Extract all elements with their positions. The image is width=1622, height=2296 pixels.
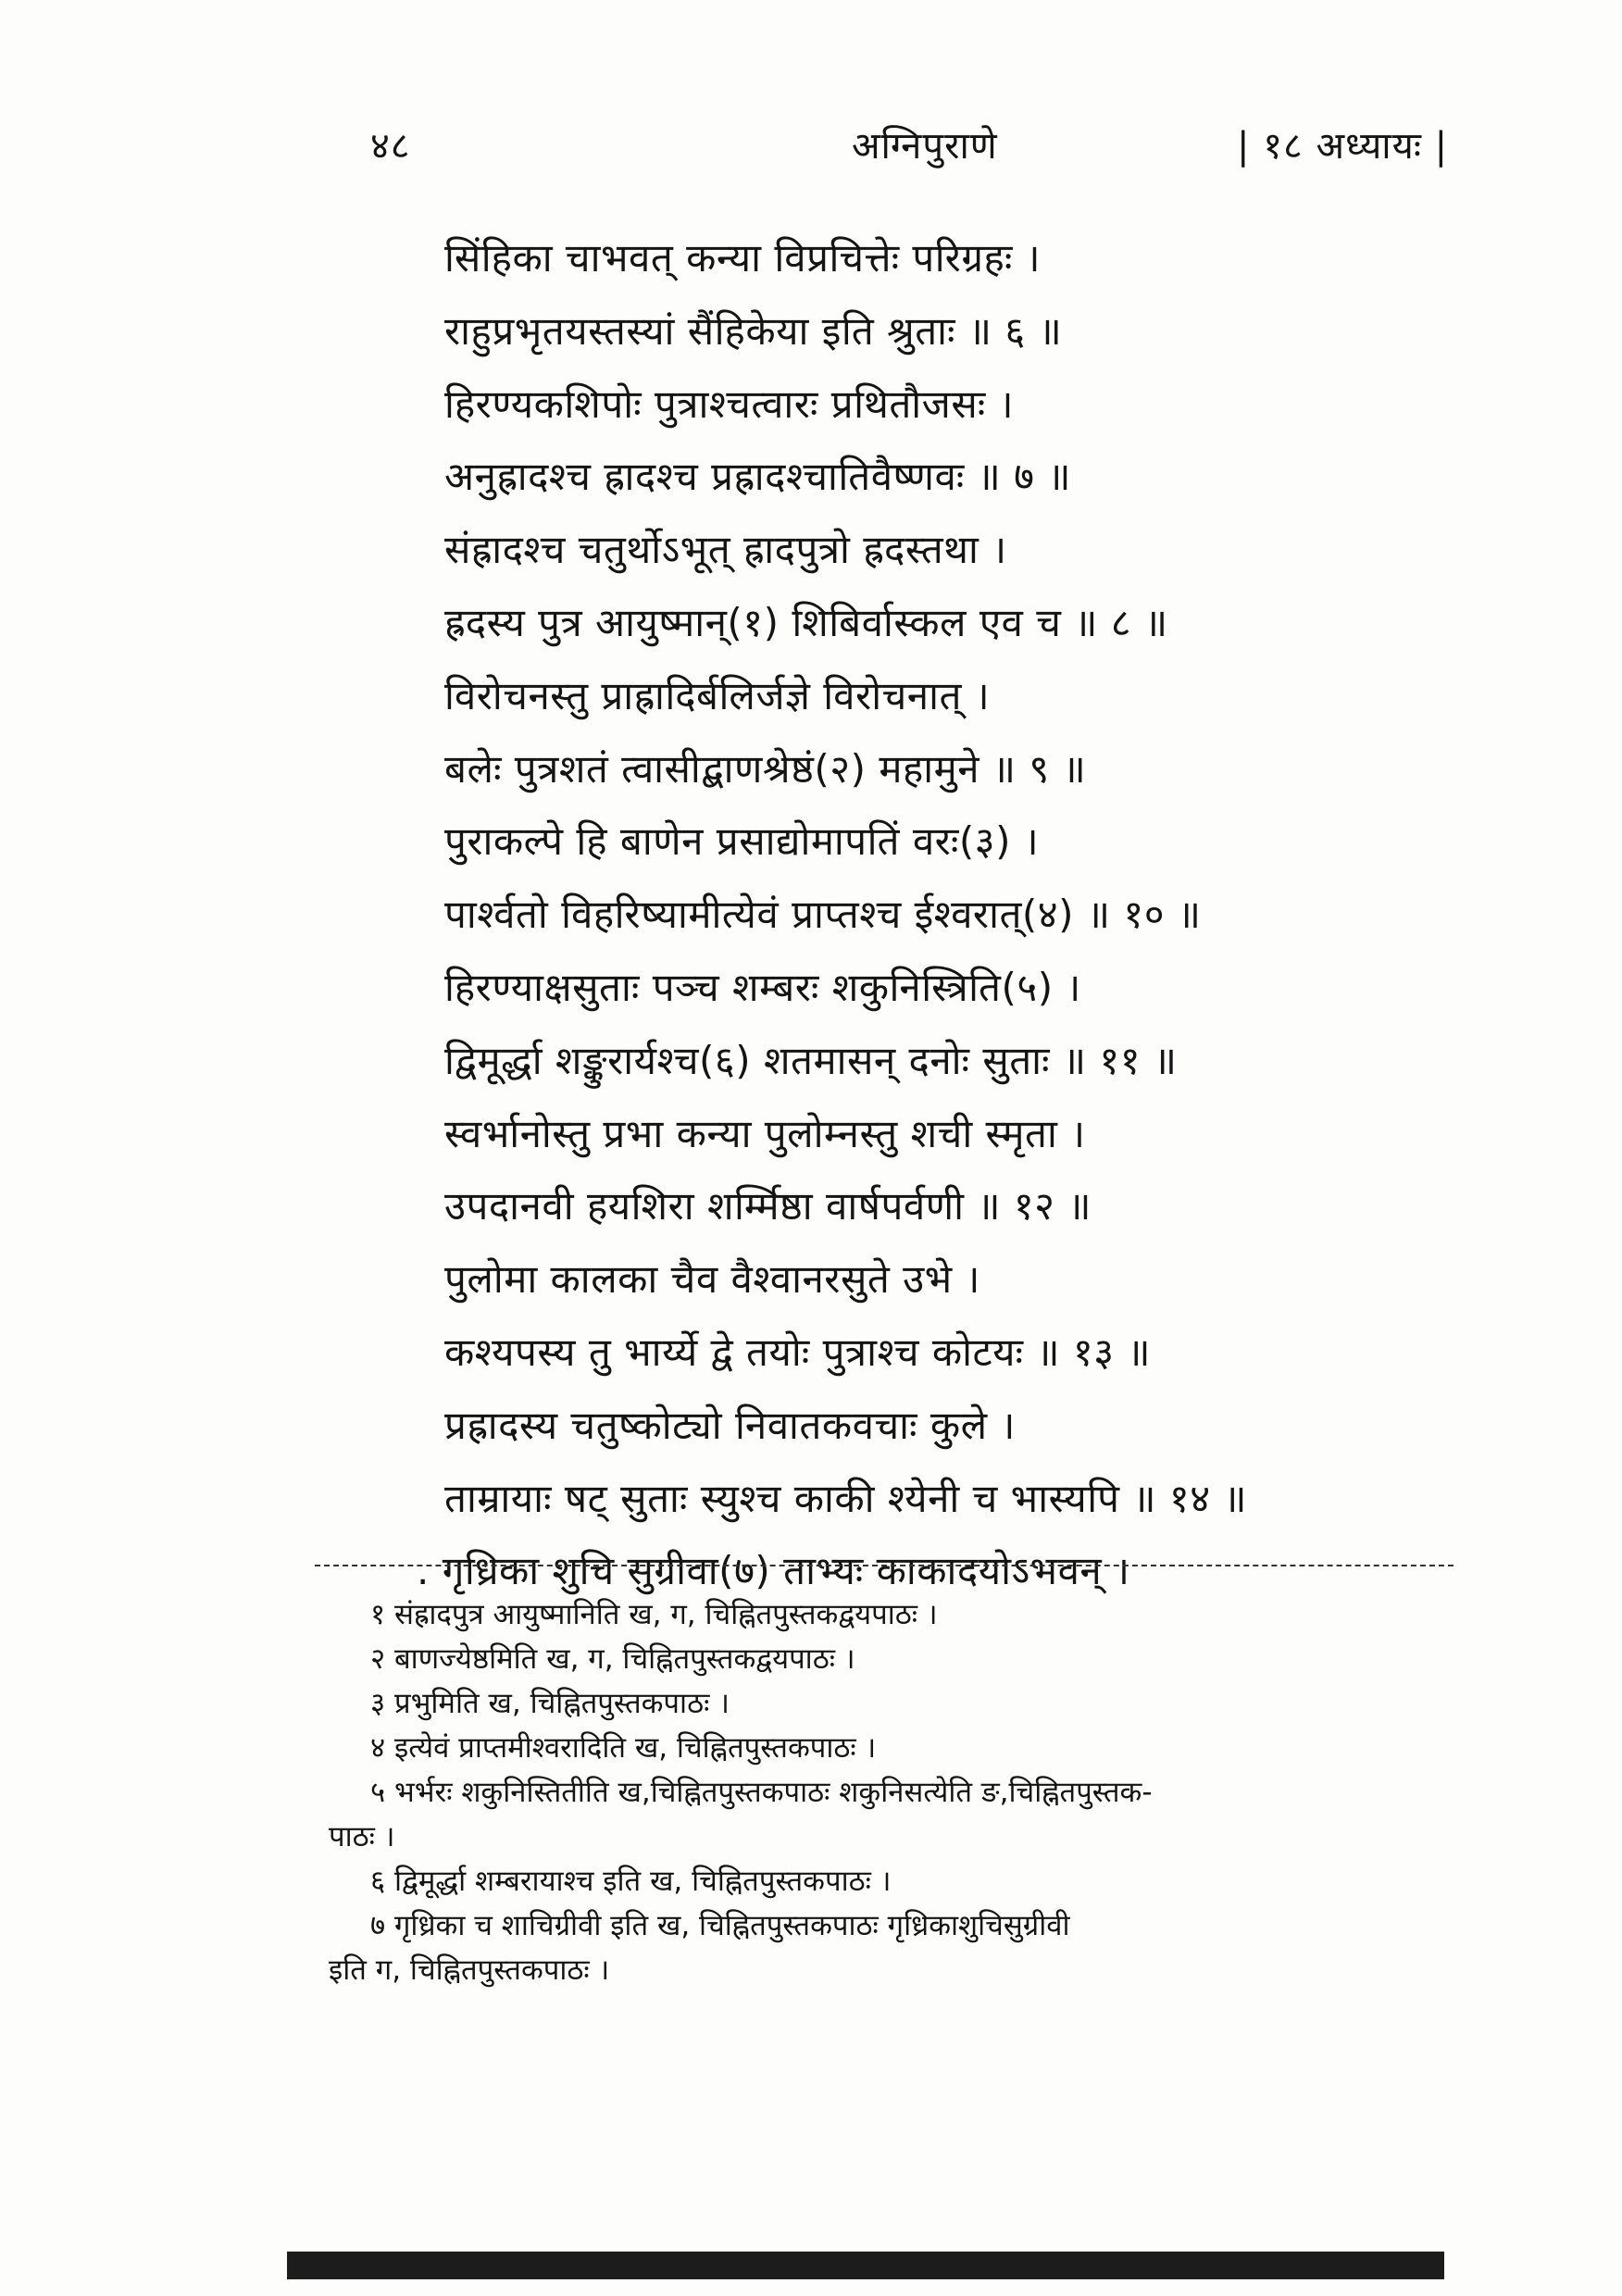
chapter-label: | १८ अध्यायः | [1237, 125, 1449, 168]
verse-line: द्विमूर्द्धा शङ्कुरार्यश्च(६) शतमासन् दनोः सुताः ॥ ११ ॥ [444, 1037, 1178, 1083]
verse-line: ह्रदस्य पुत्र आयुष्मान्(१) शिबिर्वास्कल एव च ॥ ८ ॥ [444, 599, 1168, 645]
footnote-divider [315, 1565, 1454, 1566]
verse-line: प्रह्रादस्य चतुष्कोट्यो निवातकवचाः कुले । [444, 1402, 1016, 1448]
verse-line: विरोचनस्तु प्राह्रादिर्बलिर्जज्ञे विरोचनात् । [444, 672, 991, 718]
running-title: अग्निपुराणे [852, 125, 998, 168]
verse-line: पुराकल्पे हि बाणेन प्रसाद्योमापतिं वरः(३) । [444, 818, 1040, 865]
footnote: ४ इत्येवं प्राप्तमीश्वरादिति ख, चिह्नितपुस्तकपाठः । [370, 1731, 877, 1765]
footnote: ६ द्विमूर्द्धा शम्बरायाश्च इति ख, चिह्नितपुस्तकपाठः । [370, 1865, 892, 1898]
footnote: ७ गृध्रिका च शाचिग्रीवी इति ख, चिह्नितपुस्तकपाठः गृध्रिकाशुचिसुग्रीवी [370, 1909, 1070, 1942]
footnote: ३ प्रभुमिति ख, चिह्नितपुस्तकपाठः । [370, 1687, 730, 1720]
verse-line: कश्यपस्य तु भार्य्ये द्वे तयोः पुत्राश्च कोटयः ॥ १३ ॥ [444, 1329, 1152, 1375]
verse-line: बलेः पुत्रशतं त्वासीद्बाणश्रेष्ठं(२) महामुने ॥ ९ ॥ [444, 745, 1087, 792]
verse-line: सिंहिका चाभवत् कन्या विप्रचित्तेः परिग्रहः । [444, 235, 1042, 281]
verse-line: अनुह्रादश्च ह्रादश्च प्रह्रादश्चातिवैष्णवः ॥ ७ ॥ [444, 454, 1071, 500]
verse-line: . गृध्रिका शुचि सुग्रीवा(७) ताभ्यः काकादयोऽभवन् । [417, 1548, 1130, 1594]
footnotes [329, 1592, 1477, 1992]
verse-line: स्वर्भानोस्तु प्रभा कन्या पुलोम्नस्तु शची स्मृता । [444, 1110, 1086, 1156]
page-number: ४८ [370, 125, 411, 168]
verse-line: पार्श्वतो विहरिष्यामीत्येवं प्राप्तश्च ईश्वरात्(४) ॥ १० ॥ [444, 892, 1202, 938]
verse-line: हिरण्याक्षसुताः पञ्च शम्बरः शकुनिस्त्रिति(५) । [444, 964, 1081, 1010]
verse-line: पुलोमा कालका चैव वैश्वानरसुते उभे । [444, 1256, 980, 1303]
footnote: १ संह्रादपुत्र आयुष्मानिति ख, ग, चिह्नितपुस्तकद्वयपाठः । [370, 1598, 938, 1631]
footnote: ५ भर्भरः शकुनिस्तितीति ख,चिह्नितपुस्तकपाठः शकुनिसत्येति ङ,चिह्नितपुस्तक- [370, 1776, 1153, 1809]
verse-line: उपदानवी हयशिरा शर्म्मिष्ठा वार्षपर्वणी ॥ १२ ॥ [444, 1183, 1092, 1229]
verse-line: हिरण्यकशिपोः पुत्राश्चत्वारः प्रथितौजसः । [444, 381, 1014, 427]
footnote-continuation: इति ग, चिह्नितपुस्तकपाठः । [329, 1953, 610, 1987]
verse-line: संह्रादश्च चतुर्थोऽभूत् ह्रादपुत्रो ह्रदस्तथा । [444, 527, 1007, 573]
footnote-continuation: पाठः । [329, 1820, 395, 1853]
footnote: २ बाणज्येष्ठमिति ख, ग, चिह्नितपुस्तकद्वयपाठः । [370, 1642, 855, 1676]
verse-line: ताम्रायाः षट् सुताः स्युश्च काकी श्येनी च भास्यपि ॥ १४ ॥ [444, 1475, 1248, 1521]
scan-edge-bar [287, 2252, 1444, 2279]
verse-block [417, 222, 1463, 1608]
verse-line: राहुप्रभृतयस्तस्यां सैंहिकेया इति श्रुताः ॥ ६ ॥ [444, 307, 1063, 354]
